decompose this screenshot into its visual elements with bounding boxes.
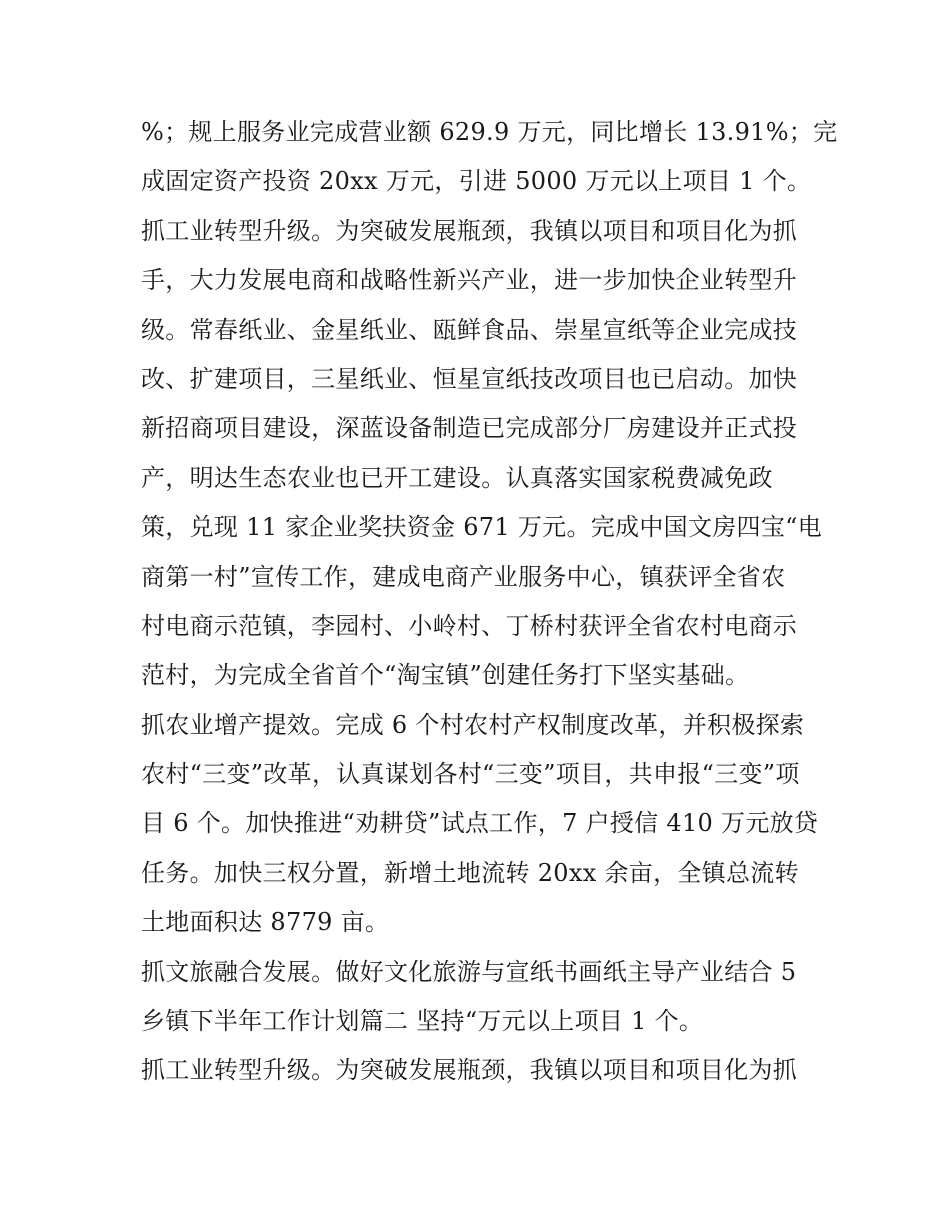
text-line: 抓文旅融合发展。做好文化旅游与宣纸书画纸主导产业结合 5 — [141, 957, 797, 986]
text-line: 目 6 个。加快推进“劝耕贷”试点工作，7 户授信 410 万元放贷 — [141, 809, 819, 838]
text-line: 抓农业增产提效。完成 6 个村农村产权制度改革，并积极探索 — [141, 710, 805, 739]
text-line: 抓工业转型升级。为突破发展瓶颈，我镇以项目和项目化为抓 — [141, 216, 798, 245]
text-line: 成固定资产投资 20xx 万元，引进 5000 万元以上项目 1 个。 — [141, 167, 812, 196]
text-line: 新招商项目建设，深蓝设备制造已完成部分厂房建设并正式投 — [141, 414, 798, 443]
text-line: 乡镇下半年工作计划篇二 坚持“万元以上项目 1 个。 — [141, 1007, 704, 1036]
text-line: 抓工业转型升级。为突破发展瓶颈，我镇以项目和项目化为抓 — [141, 1056, 798, 1085]
text-line: 农村“三变”改革，认真谋划各村“三变”项目，共申报“三变”项 — [141, 760, 800, 789]
text-line: 级。常春纸业、金星纸业、瓯鲜食品、崇星宣纸等企业完成技 — [141, 315, 798, 344]
text-line: 范村，为完成全省首个“淘宝镇”创建任务打下坚实基础。 — [141, 661, 750, 690]
text-line: 村电商示范镇，李园村、小岭村、丁桥村获评全省农村电商示 — [141, 611, 798, 640]
text-line: 改、扩建项目，三星纸业、恒星宣纸技改项目也已启动。加快 — [141, 364, 798, 393]
text-line: 产，明达生态农业也已开工建设。认真落实国家税费减免政 — [141, 463, 773, 492]
text-line: 任务。加快三权分置，新增土地流转 20xx 余亩，全镇总流转 — [141, 858, 799, 887]
document-body — [141, 108, 838, 1096]
text-line: 商第一村”宣传工作，建成电商产业服务中心，镇获评全省农 — [141, 562, 786, 591]
text-line: 土地面积达 8779 亩。 — [141, 908, 390, 937]
text-line: 策，兑现 11 家企业奖扶资金 671 万元。完成中国文房四宝“电 — [141, 513, 823, 542]
text-line: %；规上服务业完成营业额 629.9 万元，同比增长 13.91%；完 — [141, 118, 838, 146]
text-line: 手，大力发展电商和战略性新兴产业，进一步加快企业转型升 — [141, 266, 798, 295]
